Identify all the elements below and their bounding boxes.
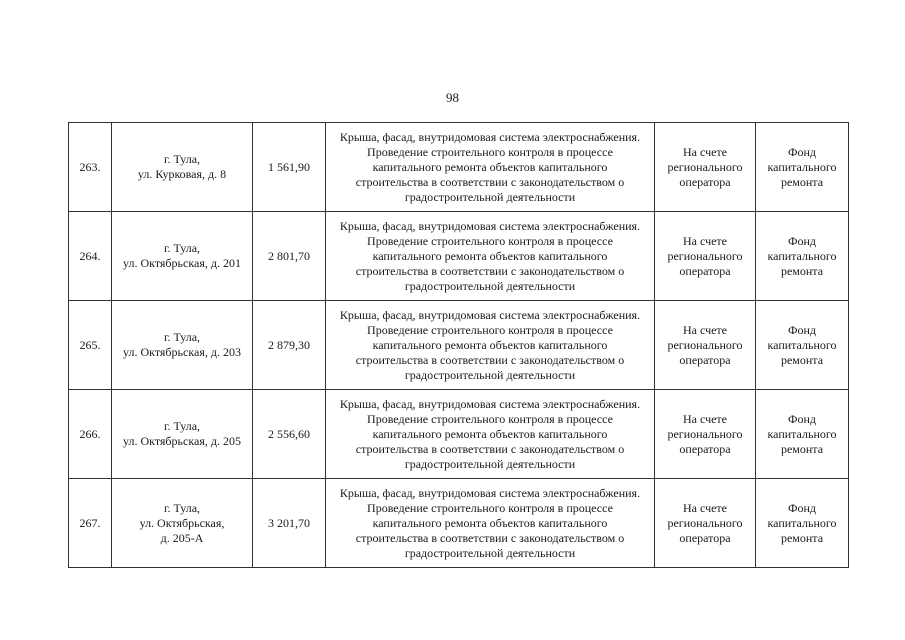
address-cell: г. Тула, ул. Курковая, д. 8 [112,123,253,212]
row-number-cell: 265. [69,301,112,390]
table-row [69,301,849,390]
area-cell: 2 801,70 [253,212,326,301]
table-row [69,123,849,212]
works-cell: Крыша, фасад, внутридомовая система электроснабжения. Проведение строительного контроля в процессе капитального ремонта объектов капитального строительства в соответствии с законодательством о градостроительной деятельности [326,390,655,479]
table-row [69,212,849,301]
row-number-cell: 264. [69,212,112,301]
area-cell: 2 556,60 [253,390,326,479]
works-cell: Крыша, фасад, внутридомовая система электроснабжения. Проведение строительного контроля в процессе капитального ремонта объектов капитального строительства в соответствии с законодательством о градостроительной деятельности [326,301,655,390]
address-cell: г. Тула, ул. Октябрьская, д. 203 [112,301,253,390]
account-cell: На счете регионального оператора [655,479,756,568]
account-cell: На счете регионального оператора [655,123,756,212]
works-cell: Крыша, фасад, внутридомовая система электроснабжения. Проведение строительного контроля в процессе капитального ремонта объектов капитального строительства в соответствии с законодательством о градостроительной деятельности [326,212,655,301]
row-number-cell: 266. [69,390,112,479]
funding-source-cell: Фонд капитального ремонта [756,123,849,212]
repair-program-table [68,122,849,568]
row-number-cell: 267. [69,479,112,568]
table-row [69,479,849,568]
address-cell: г. Тула, ул. Октябрьская, д. 205-А [112,479,253,568]
address-cell: г. Тула, ул. Октябрьская, д. 201 [112,212,253,301]
area-cell: 1 561,90 [253,123,326,212]
funding-source-cell: Фонд капитального ремонта [756,390,849,479]
works-cell: Крыша, фасад, внутридомовая система электроснабжения. Проведение строительного контроля в процессе капитального ремонта объектов капитального строительства в соответствии с законодательством о градостроительной деятельности [326,123,655,212]
funding-source-cell: Фонд капитального ремонта [756,301,849,390]
funding-source-cell: Фонд капитального ремонта [756,479,849,568]
account-cell: На счете регионального оператора [655,301,756,390]
row-number-cell: 263. [69,123,112,212]
page-number: 98 [446,90,459,105]
account-cell: На счете регионального оператора [655,390,756,479]
table-row [69,390,849,479]
funding-source-cell: Фонд капитального ремонта [756,212,849,301]
area-cell: 3 201,70 [253,479,326,568]
area-cell: 2 879,30 [253,301,326,390]
account-cell: На счете регионального оператора [655,212,756,301]
address-cell: г. Тула, ул. Октябрьская, д. 205 [112,390,253,479]
works-cell: Крыша, фасад, внутридомовая система электроснабжения. Проведение строительного контроля в процессе капитального ремонта объектов капитального строительства в соответствии с законодательством о градостроительной деятельности [326,479,655,568]
